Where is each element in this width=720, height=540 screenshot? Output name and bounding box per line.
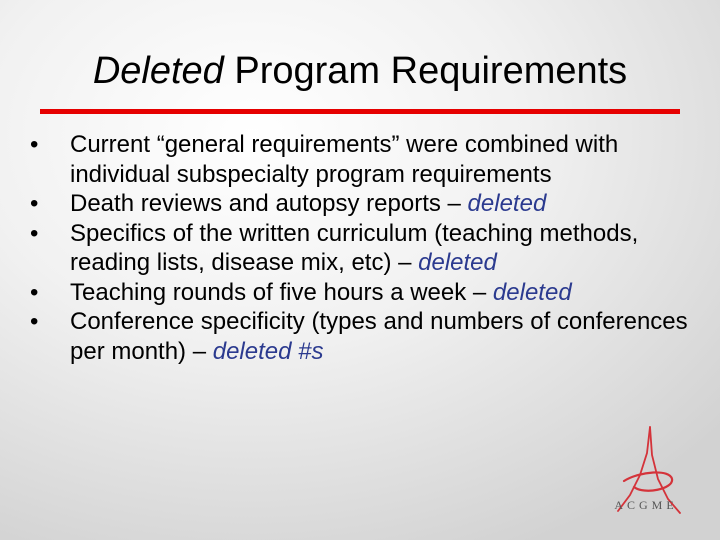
logo-swirl-stroke bbox=[624, 472, 672, 490]
bullet-list bbox=[30, 130, 700, 366]
bullet-glyph: • bbox=[30, 131, 39, 158]
bullet-highlight: deleted bbox=[418, 249, 497, 276]
bullet-text: Current “general requirements” were combined with individual subspecialty program requirements bbox=[70, 131, 619, 188]
bullet-text: Teaching rounds of five hours a week – bbox=[70, 278, 493, 306]
bullet-item bbox=[30, 219, 700, 278]
title-rest: Program Requirements bbox=[223, 50, 628, 92]
bullet-glyph: • bbox=[30, 190, 39, 217]
bullet-highlight: deleted bbox=[492, 278, 572, 306]
bullet-highlight: deleted #s bbox=[212, 337, 324, 365]
bullet-text: Conference specificity (types and numbers of conferences per month) – bbox=[70, 308, 688, 365]
bullet-text: Specifics of the written curriculum (teaching methods, reading lists, disease mix, etc) – bbox=[70, 219, 639, 276]
bullet-text: Death reviews and autopsy reports – bbox=[70, 190, 468, 217]
slide-title bbox=[0, 48, 720, 94]
bullet-item bbox=[30, 278, 700, 308]
bullet-item bbox=[30, 307, 700, 366]
bullet-highlight: deleted bbox=[467, 190, 547, 217]
bullet-glyph: • bbox=[30, 278, 39, 306]
logo-text: ACGME bbox=[614, 498, 678, 512]
bullet-glyph: • bbox=[30, 219, 39, 247]
bullet-item bbox=[30, 130, 700, 189]
bullet-item bbox=[30, 189, 700, 219]
title-divider bbox=[40, 109, 680, 114]
bullet-glyph: • bbox=[30, 308, 39, 335]
title-italic-word: Deleted bbox=[92, 50, 224, 92]
